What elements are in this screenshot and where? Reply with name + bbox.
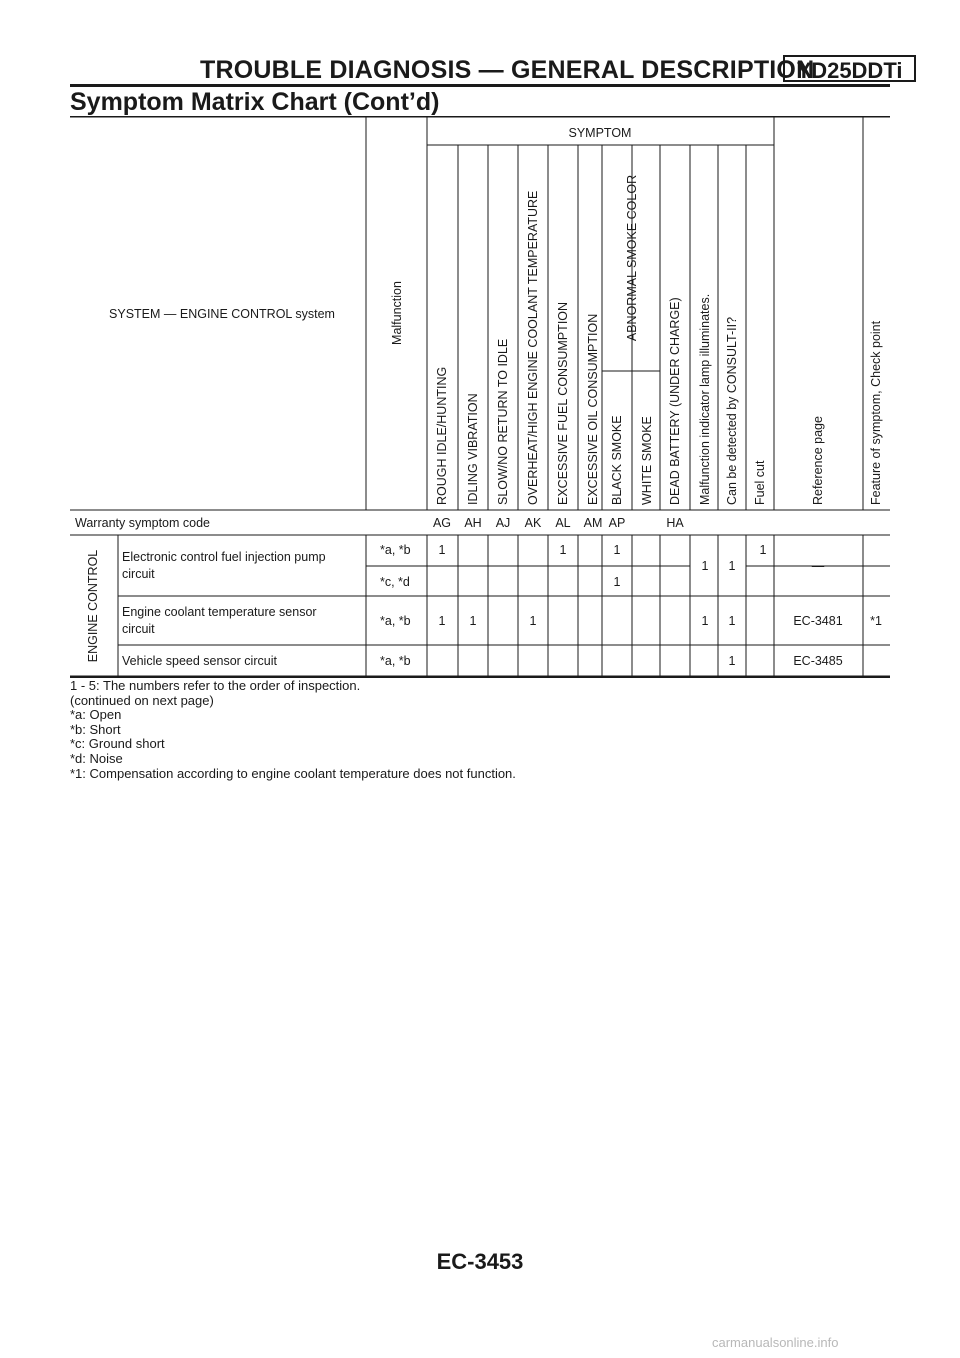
footnote: *b: Short — [70, 721, 121, 737]
page-subtitle: Symptom Matrix Chart (Cont’d) — [70, 88, 440, 116]
consult-cell: 1 — [728, 654, 736, 668]
footnote: *c: Ground short — [70, 736, 165, 752]
reference-header: Reference page — [811, 416, 825, 505]
group-label: ENGINE CONTROL — [86, 549, 100, 663]
symptom-column-header: BLACK SMOKE — [610, 415, 624, 505]
malfunction-code: *a, *b — [380, 654, 411, 668]
symptom-column-header: Fuel cut — [753, 460, 767, 505]
symptom-cell: 1 — [613, 543, 621, 557]
symptom-column-header: Malfunction indicator lamp illuminates. — [698, 293, 712, 505]
warranty-code: AH — [464, 516, 482, 530]
footnote: *d: Noise — [70, 750, 123, 766]
footnote: 1 - 5: The numbers refer to the order of inspection. — [70, 678, 361, 693]
malfunction-header: Malfunction — [390, 281, 404, 345]
footnotes — [70, 679, 516, 781]
warranty-code: AG — [432, 516, 452, 530]
symptom-column-header: EXCESSIVE FUEL CONSUMPTION — [556, 301, 570, 505]
row-name: Engine coolant temperature sensor — [122, 605, 317, 619]
row-name: Vehicle speed sensor circuit — [122, 654, 277, 668]
malfunction-code: *a, *b — [380, 614, 411, 628]
warranty-code: AP — [608, 516, 626, 530]
header-rule — [70, 84, 890, 87]
symptom-column-header: WHITE SMOKE — [640, 416, 654, 505]
consult-cell: 1 — [728, 559, 736, 573]
warranty-code: HA — [666, 516, 684, 530]
warranty-code: AL — [555, 516, 571, 530]
symptom-column-header: ROUGH IDLE/HUNTING — [435, 366, 449, 505]
feature-cell: *1 — [870, 614, 882, 628]
warranty-label: Warranty symptom code — [75, 516, 210, 530]
symptom-cell: 1 — [529, 614, 537, 628]
warranty-code: AK — [524, 516, 542, 530]
symptom-cell: 1 — [469, 614, 477, 628]
symptom-cell: 1 — [438, 543, 446, 557]
warranty-code: AJ — [495, 516, 511, 530]
malfunction-code: *a, *b — [380, 543, 411, 557]
symptom-column-header: DEAD BATTERY (UNDER CHARGE) — [668, 297, 682, 505]
symptom-column-header: OVERHEAT/HIGH ENGINE COOLANT TEMPERATURE — [526, 190, 540, 505]
row-name: Electronic control fuel injection pump — [122, 550, 326, 564]
footnote: (continued on next page) — [70, 692, 214, 708]
consult-cell: 1 — [728, 614, 736, 628]
watermark: carmanualsonline.info — [712, 1335, 839, 1350]
symptom-cell: 1 — [438, 614, 446, 628]
row-name: circuit — [122, 622, 155, 636]
symptom-column-header: SLOW/NO RETURN TO IDLE — [496, 338, 510, 505]
symptom-group-header: SYMPTOM — [568, 126, 632, 140]
symptom-column-header: IDLING VIBRATION — [466, 393, 480, 505]
section-title: TROUBLE DIAGNOSIS — GENERAL DESCRIPTION — [200, 56, 815, 84]
symptom-column-header: Can be detected by CONSULT-II? — [725, 316, 739, 505]
engine-code-badge: YD25DDTi — [783, 55, 916, 82]
feature-header: Feature of symptom, Check point — [869, 320, 883, 505]
symptom-column-header: EXCESSIVE OIL CONSUMPTION — [586, 313, 600, 505]
mil-cell: 1 — [701, 614, 709, 628]
mil-cell: 1 — [701, 559, 709, 573]
reference-cell: — — [811, 559, 825, 573]
abnormal-smoke-header: ABNORMAL SMOKE COLOR — [625, 174, 639, 342]
fuel-cut-cell: 1 — [759, 543, 767, 557]
malfunction-code: *c, *d — [380, 575, 410, 589]
reference-cell: EC-3481 — [793, 614, 843, 628]
symptom-matrix-table — [70, 116, 890, 678]
page-number: EC-3453 — [436, 1249, 524, 1274]
footnote: *1: Compensation according to engine coolant temperature does not function. — [70, 765, 516, 781]
symptom-cell: 1 — [559, 543, 567, 557]
footnote: *a: Open — [70, 707, 122, 723]
system-header: SYSTEM — ENGINE CONTROL system — [109, 307, 335, 321]
row-name: circuit — [122, 567, 155, 581]
symptom-cell: 1 — [613, 575, 621, 589]
reference-cell: EC-3485 — [793, 654, 843, 668]
warranty-code: AM — [583, 516, 603, 530]
